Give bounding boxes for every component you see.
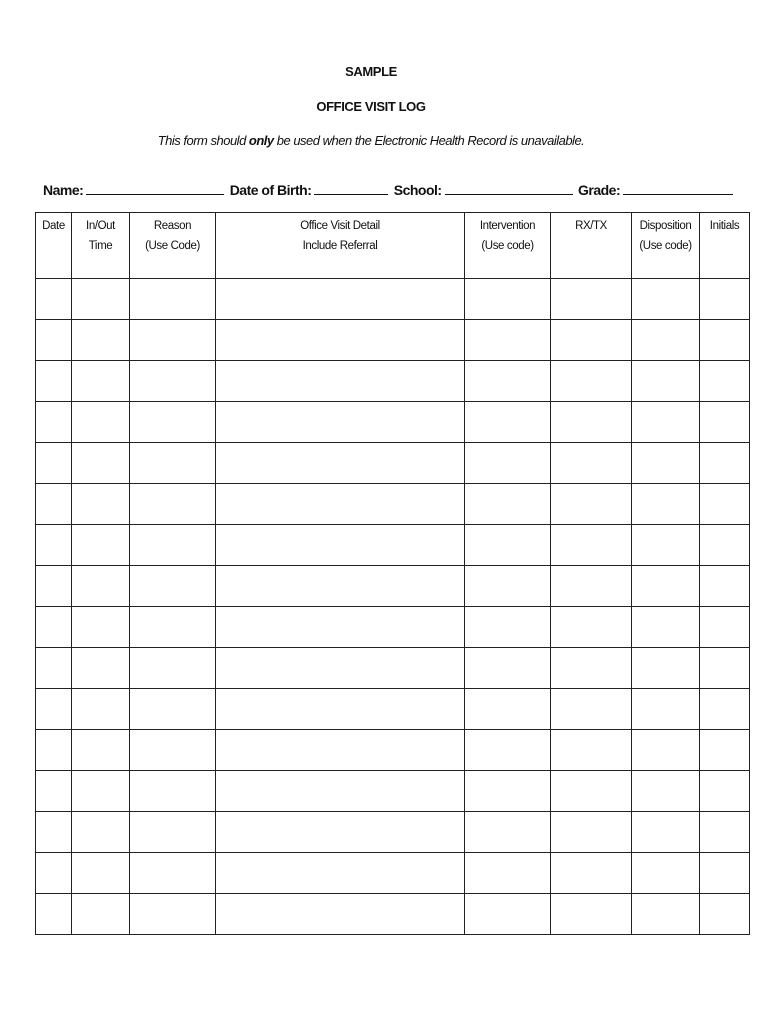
table-cell[interactable]	[72, 812, 130, 853]
table-cell[interactable]	[700, 525, 750, 566]
table-cell[interactable]	[216, 771, 465, 812]
school-label: School:	[393, 182, 442, 198]
visit-log-table	[35, 212, 750, 935]
table-cell[interactable]	[36, 853, 72, 894]
table-cell[interactable]	[130, 361, 216, 402]
table-cell[interactable]	[72, 648, 130, 689]
table-cell[interactable]	[216, 320, 465, 361]
table-row	[36, 812, 750, 853]
table-cell[interactable]	[130, 648, 216, 689]
table-cell[interactable]	[551, 320, 632, 361]
table-cell[interactable]	[216, 566, 465, 607]
table-cell[interactable]	[72, 320, 130, 361]
table-cell[interactable]	[36, 566, 72, 607]
table-cell[interactable]	[72, 730, 130, 771]
school-field[interactable]	[445, 182, 573, 195]
table-cell[interactable]	[632, 894, 700, 935]
table-cell[interactable]	[551, 484, 632, 525]
table-cell[interactable]	[216, 894, 465, 935]
table-row	[36, 689, 750, 730]
table-cell[interactable]	[551, 689, 632, 730]
table-cell[interactable]	[216, 279, 465, 320]
table-cell[interactable]	[72, 361, 130, 402]
form-title: OFFICE VISIT LOG	[316, 99, 426, 114]
table-cell[interactable]	[72, 279, 130, 320]
table-cell[interactable]	[700, 361, 750, 402]
table-cell[interactable]	[216, 525, 465, 566]
table-cell[interactable]	[130, 689, 216, 730]
table-cell[interactable]	[36, 812, 72, 853]
table-cell[interactable]	[216, 812, 465, 853]
table-cell[interactable]	[551, 402, 632, 443]
table-row	[36, 484, 750, 525]
table-cell[interactable]	[551, 730, 632, 771]
table-cell[interactable]	[36, 320, 72, 361]
table-cell[interactable]	[700, 812, 750, 853]
table-cell[interactable]	[700, 402, 750, 443]
table-row	[36, 894, 750, 935]
table-header-row	[36, 213, 750, 279]
table-cell[interactable]	[700, 771, 750, 812]
table-cell[interactable]	[632, 361, 700, 402]
usage-notice	[0, 133, 742, 148]
table-cell[interactable]	[465, 730, 551, 771]
table-cell[interactable]	[632, 730, 700, 771]
table-cell[interactable]	[130, 771, 216, 812]
table-cell[interactable]	[130, 279, 216, 320]
table-cell[interactable]	[700, 484, 750, 525]
table-row	[36, 443, 750, 484]
student-info-fields	[43, 182, 735, 198]
table-cell[interactable]	[465, 853, 551, 894]
col-header-reason: Reason (Use Code)	[130, 213, 216, 279]
table-cell[interactable]	[465, 771, 551, 812]
table-cell[interactable]	[130, 443, 216, 484]
table-cell[interactable]	[632, 812, 700, 853]
table-cell[interactable]	[465, 402, 551, 443]
table-cell[interactable]	[72, 484, 130, 525]
table-row	[36, 771, 750, 812]
table-cell[interactable]	[632, 320, 700, 361]
table-cell[interactable]	[36, 771, 72, 812]
col-header-in-out-time: In/Out Time	[72, 213, 130, 279]
table-cell[interactable]	[130, 484, 216, 525]
grade-field[interactable]	[623, 182, 733, 195]
table-cell[interactable]	[130, 730, 216, 771]
table-body	[36, 279, 750, 935]
table-cell[interactable]	[632, 607, 700, 648]
table-cell[interactable]	[216, 689, 465, 730]
table-cell[interactable]	[72, 566, 130, 607]
table-cell[interactable]	[551, 566, 632, 607]
table-cell[interactable]	[700, 689, 750, 730]
table-cell[interactable]	[551, 279, 632, 320]
table-cell[interactable]	[551, 648, 632, 689]
table-cell[interactable]	[130, 566, 216, 607]
table-cell[interactable]	[632, 402, 700, 443]
table-cell[interactable]	[465, 525, 551, 566]
table-row	[36, 361, 750, 402]
table-cell[interactable]	[551, 361, 632, 402]
table-cell[interactable]	[551, 812, 632, 853]
table-cell[interactable]	[700, 894, 750, 935]
table-row	[36, 648, 750, 689]
table-cell[interactable]	[216, 361, 465, 402]
col-header-initials: Initials	[700, 213, 750, 279]
grade-label: Grade:	[577, 182, 621, 198]
table-cell[interactable]	[700, 279, 750, 320]
table-cell[interactable]	[36, 279, 72, 320]
table-cell[interactable]	[465, 320, 551, 361]
table-cell[interactable]	[72, 402, 130, 443]
name-field[interactable]	[86, 182, 224, 195]
table-cell[interactable]	[700, 566, 750, 607]
table-cell[interactable]	[130, 320, 216, 361]
name-label: Name:	[43, 182, 84, 198]
col-header-visit-detail: Office Visit Detail Include Referral	[216, 213, 465, 279]
table-cell[interactable]	[216, 402, 465, 443]
col-header-date: Date	[36, 213, 72, 279]
col-header-disposition: Disposition (Use code)	[632, 213, 700, 279]
table-cell[interactable]	[551, 894, 632, 935]
table-cell[interactable]	[216, 443, 465, 484]
table-row	[36, 730, 750, 771]
table-cell[interactable]	[36, 894, 72, 935]
col-header-rx-tx: RX/TX	[551, 213, 632, 279]
table-cell[interactable]	[551, 771, 632, 812]
table-cell[interactable]	[465, 689, 551, 730]
table-cell[interactable]	[465, 361, 551, 402]
table-cell[interactable]	[632, 525, 700, 566]
table-cell[interactable]	[130, 853, 216, 894]
table-cell[interactable]	[465, 484, 551, 525]
table-cell[interactable]	[465, 894, 551, 935]
table-cell[interactable]	[216, 730, 465, 771]
table-cell[interactable]	[130, 525, 216, 566]
table-cell[interactable]	[632, 443, 700, 484]
table-cell[interactable]	[36, 607, 72, 648]
table-cell[interactable]	[36, 525, 72, 566]
table-cell[interactable]	[632, 279, 700, 320]
table-cell[interactable]	[72, 689, 130, 730]
table-cell[interactable]	[700, 320, 750, 361]
table-cell[interactable]	[632, 484, 700, 525]
table-cell[interactable]	[700, 648, 750, 689]
table-cell[interactable]	[130, 894, 216, 935]
notice-text-after: be used when the Electronic Health Record is unavailable.	[273, 133, 585, 148]
table-cell[interactable]	[72, 771, 130, 812]
table-cell[interactable]	[465, 607, 551, 648]
table-cell[interactable]	[36, 443, 72, 484]
table-cell[interactable]	[700, 730, 750, 771]
table-cell[interactable]	[36, 361, 72, 402]
table-cell[interactable]	[465, 279, 551, 320]
notice-text-before: This form should	[157, 133, 249, 148]
table-cell[interactable]	[36, 730, 72, 771]
table-row	[36, 279, 750, 320]
table-cell[interactable]	[36, 402, 72, 443]
table-cell[interactable]	[700, 853, 750, 894]
table-row	[36, 402, 750, 443]
table-cell[interactable]	[130, 402, 216, 443]
table-cell[interactable]	[551, 443, 632, 484]
table-row	[36, 566, 750, 607]
table-cell[interactable]	[72, 525, 130, 566]
table-row	[36, 525, 750, 566]
col-header-intervention: Intervention (Use code)	[465, 213, 551, 279]
table-cell[interactable]	[700, 443, 750, 484]
dob-label: Date of Birth:	[229, 182, 312, 198]
table-cell[interactable]	[216, 648, 465, 689]
table-cell[interactable]	[72, 607, 130, 648]
table-cell[interactable]	[36, 689, 72, 730]
table-cell[interactable]	[72, 853, 130, 894]
sample-label: SAMPLE	[345, 64, 397, 79]
table-cell[interactable]	[632, 771, 700, 812]
table-cell[interactable]	[72, 443, 130, 484]
table-cell[interactable]	[632, 566, 700, 607]
table-cell[interactable]	[465, 443, 551, 484]
table-cell[interactable]	[700, 607, 750, 648]
table-cell[interactable]	[36, 648, 72, 689]
table-cell[interactable]	[216, 484, 465, 525]
table-cell[interactable]	[551, 525, 632, 566]
table-cell[interactable]	[465, 566, 551, 607]
table-cell[interactable]	[130, 607, 216, 648]
table-row	[36, 607, 750, 648]
notice-emphasis: only	[248, 133, 274, 148]
table-cell[interactable]	[551, 853, 632, 894]
table-cell[interactable]	[130, 812, 216, 853]
table-cell[interactable]	[632, 689, 700, 730]
table-cell[interactable]	[465, 812, 551, 853]
table-row	[36, 320, 750, 361]
table-cell[interactable]	[72, 894, 130, 935]
table-cell[interactable]	[632, 648, 700, 689]
table-cell[interactable]	[36, 484, 72, 525]
table-cell[interactable]	[551, 607, 632, 648]
table-row	[36, 853, 750, 894]
dob-field[interactable]	[314, 182, 388, 195]
table-cell[interactable]	[465, 648, 551, 689]
table-cell[interactable]	[216, 607, 465, 648]
table-cell[interactable]	[216, 853, 465, 894]
table-cell[interactable]	[632, 853, 700, 894]
